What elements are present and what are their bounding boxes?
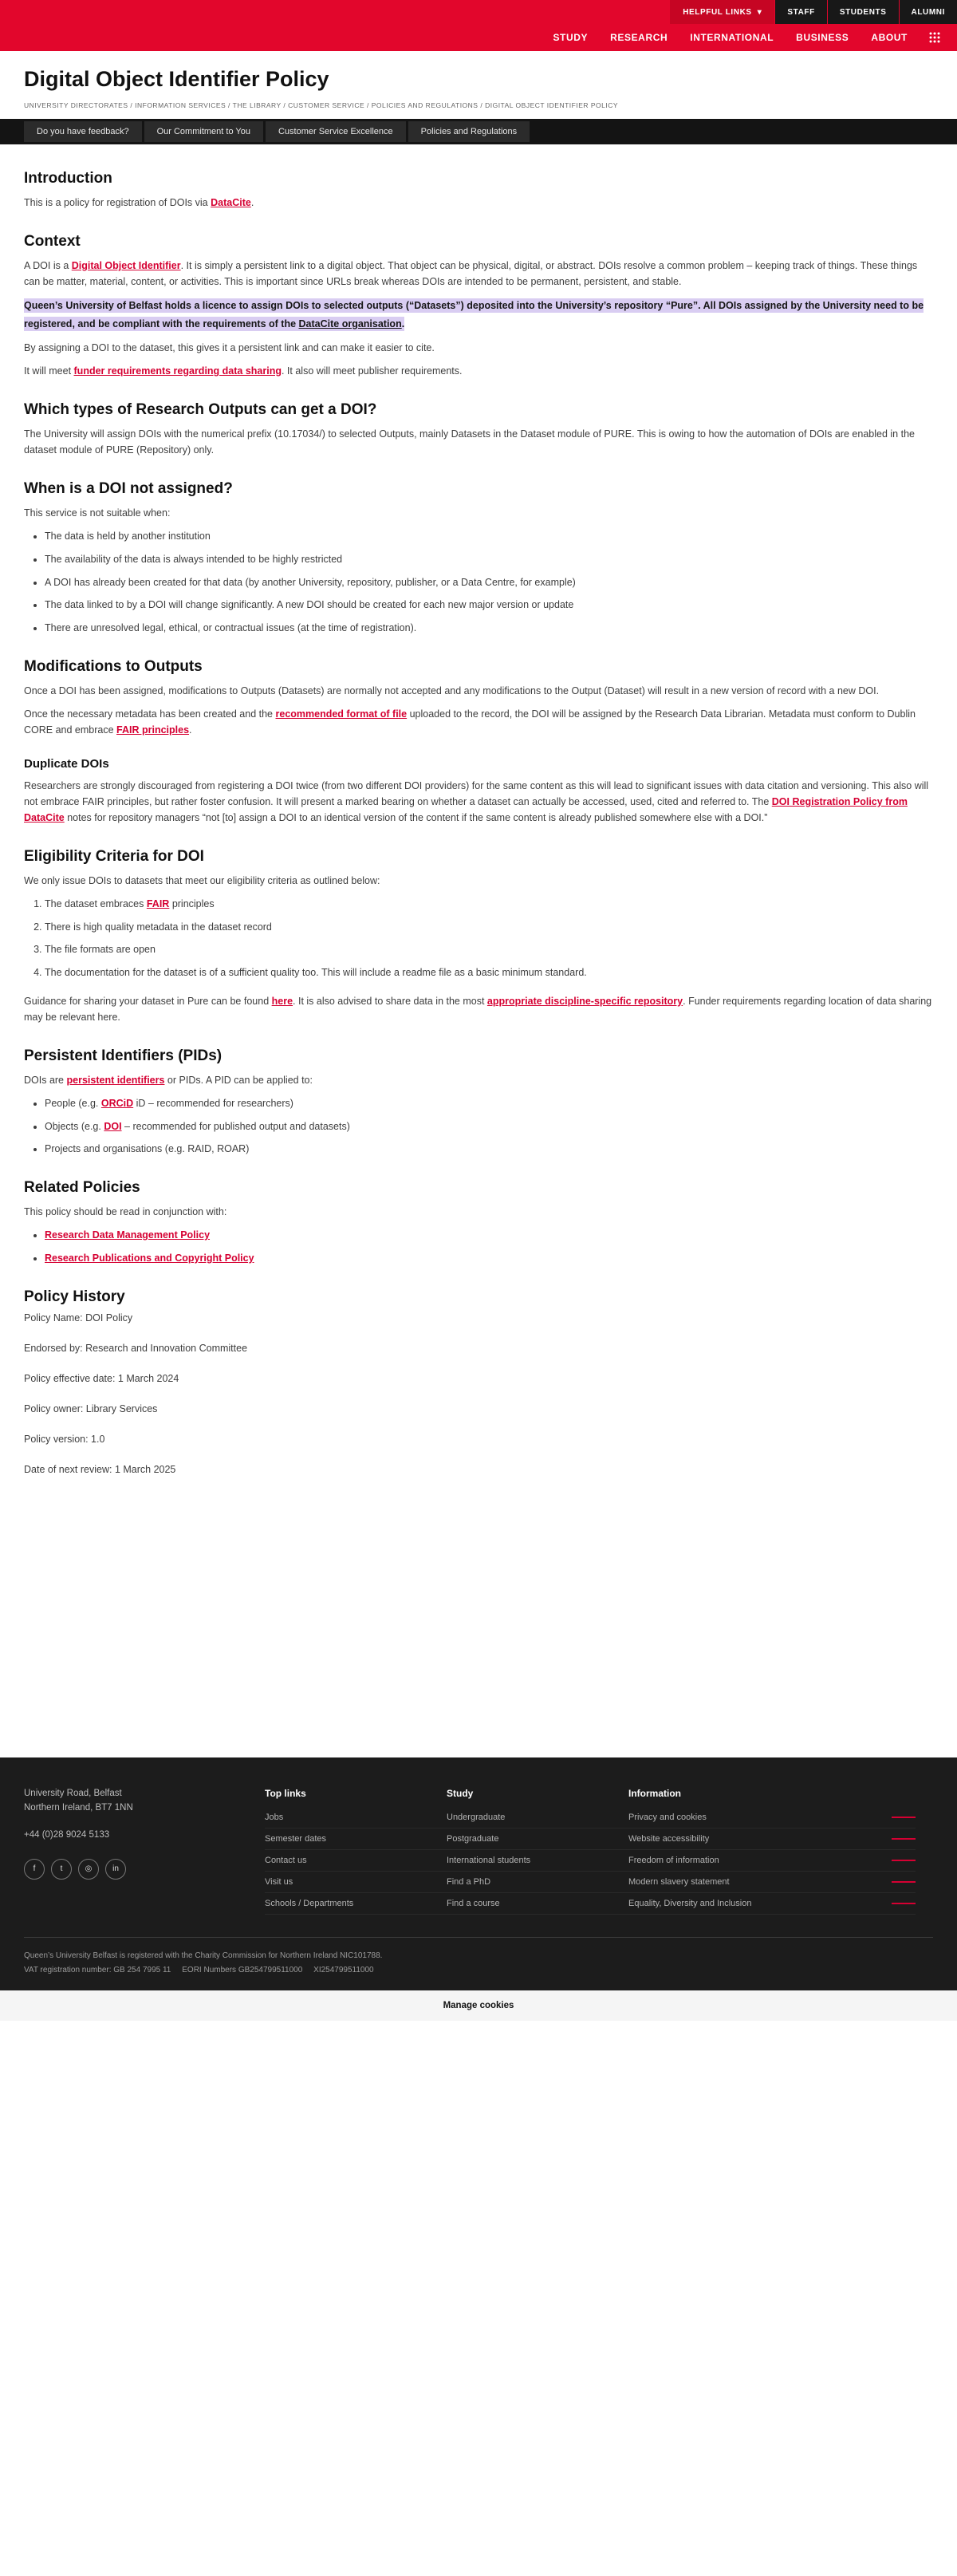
text-segment: . It also will meet publisher requirements. (281, 365, 463, 377)
audience-badge[interactable]: STUDENTS (828, 0, 899, 24)
linkedin-icon[interactable]: in (105, 1859, 126, 1880)
inline-link[interactable]: DataCite organisation (298, 318, 402, 329)
nav-item[interactable]: STUDY (553, 32, 589, 43)
policy-history-line: Date of next review: 1 March 2025 (24, 1463, 176, 1475)
paragraph: We only issue DOIs to datasets that meet our eligibility criteria as outlined below: (24, 874, 380, 886)
list-item (45, 1251, 933, 1266)
list-item: • A DOI has already been created for that data (by another University, repository, publisher, or a Data Centre, for example) (45, 575, 933, 590)
list-item (45, 920, 933, 935)
utility-bar (0, 0, 957, 24)
section-doi-not-assigned (24, 480, 933, 636)
section-context (24, 233, 933, 379)
section-pids (24, 1047, 933, 1157)
text-segment: / (281, 101, 289, 109)
tab-bar (0, 119, 957, 144)
text-segment: / (478, 101, 486, 109)
paragraph: The University will assign DOIs with the numerical prefix (10.17034/) to selected Outputs, mainly Datasets in the Dataset module of PURE. This is owing to how the automation of DOIs are enabled in the dataset module of PURE (Repository) only. (24, 428, 915, 456)
paragraph (24, 258, 933, 290)
footer-link[interactable]: Jobs (265, 1807, 447, 1828)
tab[interactable]: Do you have feedback? (24, 121, 142, 142)
list-item: • The data linked to by a DOI will change significantly. A new DOI should be created for each new major version or update (45, 598, 933, 613)
footer-legal (24, 1937, 933, 1978)
inline-link[interactable]: DOI (104, 1120, 122, 1132)
paragraph (24, 993, 933, 1025)
inline-link[interactable]: funder requirements regarding data sharing (73, 365, 282, 377)
footer-link[interactable]: Contact us (265, 1850, 447, 1872)
inline-link[interactable]: FAIR principles (116, 724, 190, 736)
footer-link[interactable]: Find a course (447, 1893, 628, 1915)
section-heading: When is a DOI not assigned? (24, 480, 233, 497)
section-heading: Introduction (24, 170, 112, 187)
inline-link[interactable]: persistent identifiers (66, 1074, 165, 1086)
footer-column-top-links (265, 1786, 447, 1915)
text-segment: notes for repository managers “not [to] assign a DOI to an identical version of the content if the same content is already published somewhere else with a DOI.” (64, 811, 768, 823)
paragraph: By assigning a DOI to the dataset, this gives it a persistent link and can make it easier to cite. (24, 342, 435, 353)
inline-link[interactable]: POLICIES AND REGULATIONS (371, 101, 478, 109)
section-eligibility (24, 848, 933, 1025)
footer-link[interactable]: Semester dates (265, 1828, 447, 1850)
list-item (45, 897, 933, 912)
text-segment: DOIs are (24, 1074, 67, 1086)
text-segment: / (226, 101, 233, 109)
social-icon-row (24, 1859, 265, 1880)
paragraph: This policy should be read in conjunction with: (24, 1206, 227, 1217)
inline-link[interactable]: ORCiD (100, 1097, 134, 1109)
footer-link[interactable]: Postgraduate (447, 1828, 628, 1850)
highlighted-text (24, 298, 924, 331)
inline-link[interactable]: CUSTOMER SERVICE (288, 101, 365, 109)
policy-history-line: Policy owner: Library Services (24, 1402, 158, 1414)
helpful-links-label: HELPFUL LINKS (683, 7, 752, 17)
paragraph (24, 778, 933, 826)
inline-link[interactable]: UNIVERSITY DIRECTORATES (24, 101, 128, 109)
footer-address-block (24, 1786, 265, 1915)
text-segment: . (189, 724, 192, 736)
inline-link[interactable]: THE LIBRARY (232, 101, 282, 109)
audience-badge[interactable]: STAFF (775, 0, 826, 24)
chevron-down-icon: ▾ (757, 7, 762, 17)
footer-link-list (628, 1807, 916, 1915)
audience-badge[interactable]: ALUMNI (900, 0, 957, 24)
text-segment: / (364, 101, 372, 109)
inline-link[interactable]: recommended format of file (275, 708, 408, 720)
text-segment: Once the necessary metadata has been created and the (24, 708, 276, 720)
text-segment: . Funder requirements regarding location of data sharing may be relevant here. (24, 995, 932, 1023)
text-segment: . It is simply a persistent link to a digital object. That object can be physical, digital, or abstract. DOIs resolve a common problem – keeping track of things. These things can be matter, material, content, or activities. This is important since URLs break whereas DOIs are intended to be permanent, persistent, and stable. (24, 260, 918, 287)
section-introduction (24, 170, 933, 211)
section-modifications (24, 658, 933, 826)
text-segment: iD – recommended for researchers) (133, 1097, 293, 1109)
list-item (45, 942, 933, 957)
address-line: University Road, Belfast (24, 1788, 122, 1798)
pids-list (26, 1096, 933, 1157)
section-heading: Policy History (24, 1288, 125, 1305)
footer-column-title: Study (447, 1787, 474, 1799)
policy-history-line: Policy effective date: 1 March 2024 (24, 1372, 179, 1384)
text-segment: principles (169, 897, 215, 909)
footer-link[interactable]: Website accessibility (628, 1828, 916, 1850)
text-segment: Projects and organisations (e.g. RAID, ROAR) (45, 1143, 250, 1155)
text-segment: The documentation for the dataset is of a sufficient quality too. This will include a readme file as a basic minimum standard. (45, 967, 587, 978)
instagram-icon[interactable]: ◎ (78, 1859, 99, 1880)
footer-column-title: Top links (265, 1787, 306, 1799)
inline-link[interactable]: FAIR (146, 897, 170, 909)
related-policies-list (26, 1228, 933, 1266)
footer-column-study (447, 1786, 628, 1915)
list-item (45, 1119, 933, 1134)
policy-history-line: Endorsed by: Research and Innovation Committee (24, 1342, 248, 1354)
list-item (45, 1142, 933, 1157)
menu-grid-icon[interactable] (928, 31, 941, 44)
eligibility-list (26, 897, 933, 980)
footer-link[interactable]: Privacy and cookies (628, 1807, 916, 1828)
paragraph: This service is not suitable when: (24, 507, 171, 519)
footer-link[interactable]: Modern slavery statement (628, 1872, 916, 1893)
text-segment: Objects (e.g. (45, 1120, 104, 1132)
paragraph: Once a DOI has been assigned, modifications to Outputs (Datasets) are normally not accepted and any modifications to the Output (Dataset) will result in a new version of record with a new DOI. (24, 684, 880, 696)
nav-item[interactable]: INTERNATIONAL (690, 32, 774, 43)
policy-history-line: Policy Name: DOI Policy (24, 1312, 133, 1324)
twitter-icon[interactable]: t (51, 1859, 72, 1880)
inline-link[interactable]: Research Publications and Copyright Policy (45, 1252, 254, 1264)
section-policy-history (24, 1288, 933, 1475)
subsection-heading: Duplicate DOIs (24, 756, 109, 771)
text-segment: The dataset embraces (45, 897, 147, 909)
text-segment: People (e.g. (45, 1097, 101, 1109)
text-segment: It will meet (24, 365, 74, 377)
list-item: • The data is held by another institution (45, 529, 933, 544)
inline-link[interactable]: appropriate discipline-specific repository (486, 995, 683, 1007)
section-heading: Related Policies (24, 1179, 140, 1196)
footer-column-information (628, 1786, 916, 1915)
text-segment: / (128, 101, 136, 109)
footer-phone[interactable]: +44 (0)28 9024 5133 (24, 1830, 110, 1840)
inline-link[interactable]: Digital Object Identifier (71, 260, 181, 271)
policy-history-line: Policy version: 1.0 (24, 1433, 105, 1445)
footer-column-title: Information (628, 1787, 681, 1799)
text-segment: . (250, 197, 254, 208)
footer-top (24, 1786, 933, 1915)
footer-link[interactable]: International students (447, 1850, 628, 1872)
list-item (45, 1228, 933, 1243)
text-segment: Researchers are strongly discouraged from registering a DOI twice (from two different DOI providers) for the same content as this will lead to significant issues with data citation and versioning. This also will not embrace FAIR principles, but rather foster confusion. It will present a marked bearing on whether a dataset can actually be accessed, used, cited and referred to. The (24, 779, 929, 807)
audience-badge-list (774, 0, 957, 24)
text-segment: Guidance for sharing your dataset in Pure can be found (24, 995, 272, 1007)
inline-link[interactable]: DOI Registration Policy from DataCite (24, 795, 908, 823)
manage-cookies-button[interactable]: Manage cookies (0, 1990, 957, 2021)
inline-link[interactable]: here (271, 995, 293, 1007)
footer-link[interactable]: Visit us (265, 1872, 447, 1893)
text-segment: A DOI is a (24, 260, 72, 271)
list-item (45, 1096, 933, 1111)
paragraph (24, 1072, 933, 1088)
tab[interactable]: Our Commitment to You (144, 121, 263, 142)
section-heading: Which types of Research Outputs can get a DOI? (24, 401, 377, 418)
footer-link[interactable]: Equality, Diversity and Inclusion (628, 1893, 916, 1915)
text-segment: or PIDs. A PID can be applied to: (164, 1074, 313, 1086)
address-line: Northern Ireland, BT7 1NN (24, 1802, 133, 1813)
paragraph (24, 195, 933, 211)
section-heading: Modifications to Outputs (24, 657, 203, 675)
main-nav (0, 24, 957, 51)
page-title: Digital Object Identifier Policy (24, 67, 329, 91)
section-heading: Persistent Identifiers (PIDs) (24, 1047, 223, 1064)
text-segment: . (401, 318, 405, 329)
list-item: • The availability of the data is always intended to be highly restricted (45, 552, 933, 567)
site-footer (0, 1757, 957, 1990)
footer-link[interactable]: Undergraduate (447, 1807, 628, 1828)
section-heading: Context (24, 233, 81, 250)
section-research-outputs (24, 401, 933, 458)
section-related-policies (24, 1179, 933, 1266)
nav-item[interactable]: ABOUT (871, 32, 908, 43)
text-segment: This is a policy for registration of DOIs via (24, 197, 211, 208)
footer-link[interactable]: Freedom of information (628, 1850, 916, 1872)
breadcrumb (24, 101, 933, 109)
nav-item[interactable]: RESEARCH (610, 32, 668, 43)
tab[interactable]: Policies and Regulations (408, 121, 530, 142)
text-segment: DIGITAL OBJECT IDENTIFIER POLICY (485, 101, 619, 109)
text-segment: – recommended for published output and datasets) (121, 1120, 350, 1132)
page-header (0, 51, 957, 119)
paragraph (24, 706, 933, 738)
text-segment: There is high quality metadata in the dataset record (45, 921, 272, 933)
main-content (0, 144, 957, 1757)
list-item (45, 965, 933, 980)
inline-link[interactable]: INFORMATION SERVICES (135, 101, 226, 109)
helpful-links-button[interactable] (670, 0, 774, 24)
text-segment: The file formats are open (45, 944, 156, 956)
not-assigned-list (26, 529, 933, 636)
inline-link[interactable]: Research Data Management Policy (45, 1229, 211, 1241)
inline-link[interactable]: DataCite (211, 197, 251, 208)
text-segment: Queen’s University of Belfast holds a licence to assign DOIs to selected outputs (“Datasets”) deposited into the University’s repository “Pure”. All DOIs assigned by the University need to be registered, and be compliant with the requirements of the (24, 300, 924, 329)
footer-link[interactable]: Find a PhD (447, 1872, 628, 1893)
text-segment: . It is also advised to share data in the most (293, 995, 487, 1007)
facebook-icon[interactable]: f (24, 1859, 45, 1880)
legal-line: Queen’s University Belfast is registered with the Charity Commission for Northern Ireland NIC101788. (24, 1951, 383, 1960)
tab[interactable]: Customer Service Excellence (266, 121, 406, 142)
legal-line: VAT registration number: GB 254 7995 11 EORI Numbers GB254799511000 XI254799511000 (24, 1965, 374, 1974)
policy-history-lines (24, 1312, 933, 1475)
footer-link-list (265, 1807, 447, 1915)
main-nav-list (553, 32, 908, 43)
paragraph (24, 363, 933, 379)
footer-link[interactable]: Schools / Departments (265, 1893, 447, 1915)
list-item: • There are unresolved legal, ethical, or contractual issues (at the time of registration). (45, 621, 933, 636)
nav-item[interactable]: BUSINESS (796, 32, 849, 43)
footer-link-list (447, 1807, 628, 1915)
paragraph (24, 297, 933, 333)
section-heading: Eligibility Criteria for DOI (24, 847, 204, 865)
text-segment: uploaded to the record, the DOI will be assigned by the Research Data Librarian. Metadata must conform to Dublin CORE and embrace (24, 708, 916, 736)
